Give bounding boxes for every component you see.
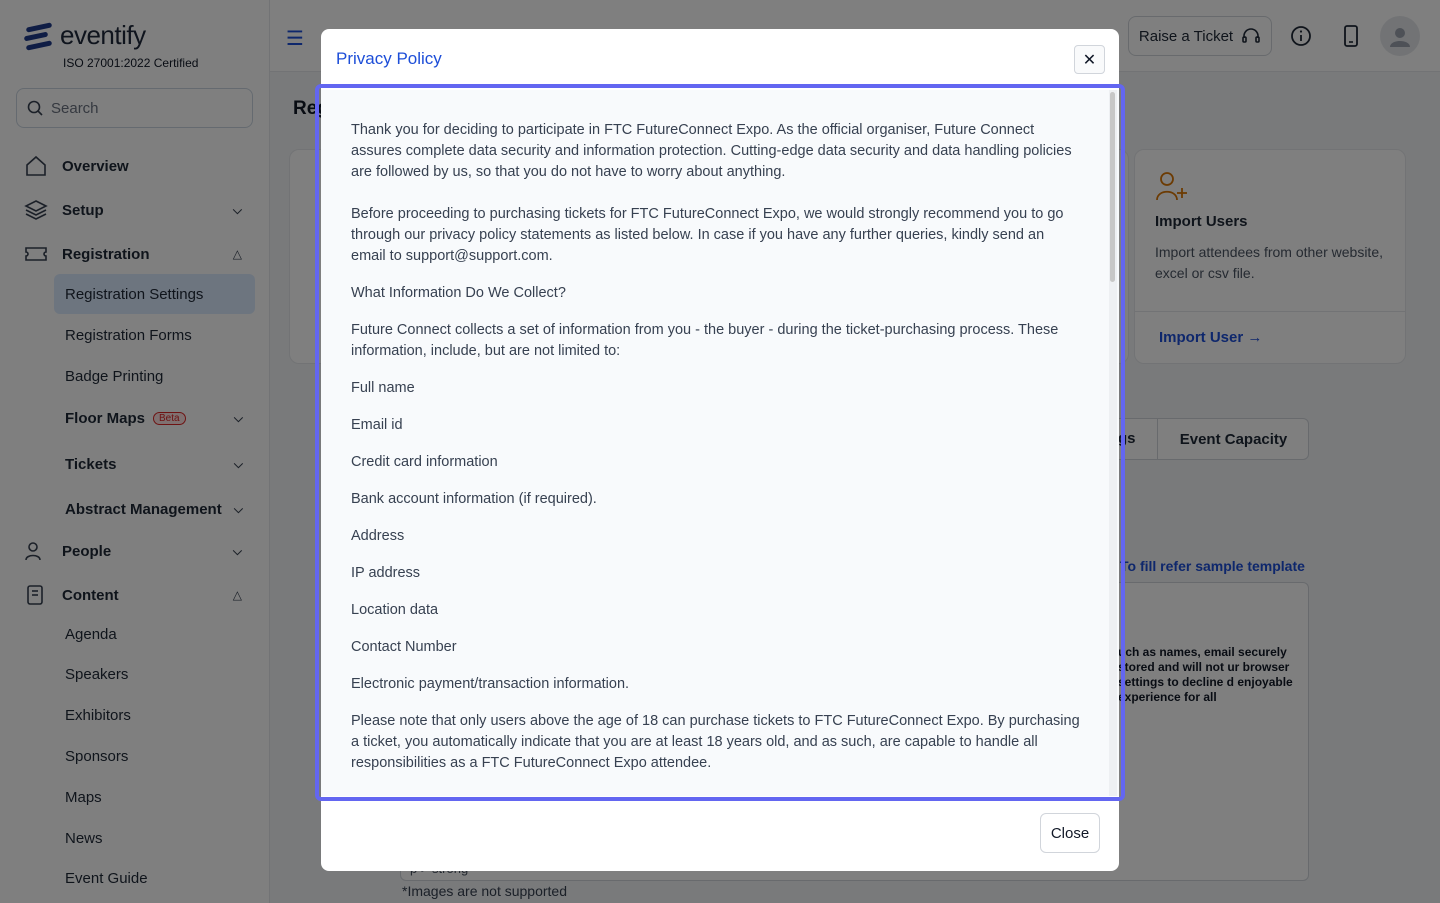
modal-title: Privacy Policy bbox=[336, 49, 442, 68]
close-icon[interactable]: ✕ bbox=[1074, 45, 1105, 74]
privacy-policy-modal bbox=[321, 29, 1119, 871]
policy-paragraph: Please note that only users above the age of 18 can purchase tickets to FTC FutureConnect Expo. By purchasing a ticket, you automatically indicate that you are at least 18 years old, and as such, are capable to handle all responsibilities as a FTC FutureConnect Expo attendee. bbox=[351, 713, 1080, 771]
policy-paragraph: Before proceeding to purchasing tickets for FTC FutureConnect Expo, we would strongly recommend you to go through our privacy policy statements as listed below. In case if you have any further queries, kindly send an email to support@support.com. bbox=[351, 206, 1064, 264]
policy-paragraph: Thank you for deciding to participate in FTC FutureConnect Expo. As the official organiser, Future Connect assures complete data security and information protection. Cutting-edge data security and data handling policies are followed by us, so that you do not have to worry about anything. bbox=[351, 122, 1072, 180]
policy-paragraph: Future Connect collects a set of information from you - the buyer - during the ticket-purchasing process. These information, include, but are not limited to: bbox=[351, 322, 1059, 359]
policy-list-item: IP address bbox=[351, 565, 421, 581]
policy-list-item: Full name bbox=[351, 380, 415, 396]
policy-list-item: Electronic payment/transaction information. bbox=[351, 676, 630, 692]
policy-list-item: Contact Number bbox=[351, 639, 457, 655]
policy-list-item: Address bbox=[351, 528, 405, 544]
policy-heading: What Information Do We Collect? bbox=[351, 285, 566, 301]
policy-list-item: Credit card information bbox=[351, 454, 498, 470]
focus-outline bbox=[315, 84, 1125, 801]
policy-list-item: Email id bbox=[351, 417, 403, 433]
policy-list-item: Bank account information (if required). bbox=[351, 491, 597, 507]
close-button[interactable]: Close bbox=[1040, 813, 1100, 853]
policy-list-item: Location data bbox=[351, 602, 439, 618]
